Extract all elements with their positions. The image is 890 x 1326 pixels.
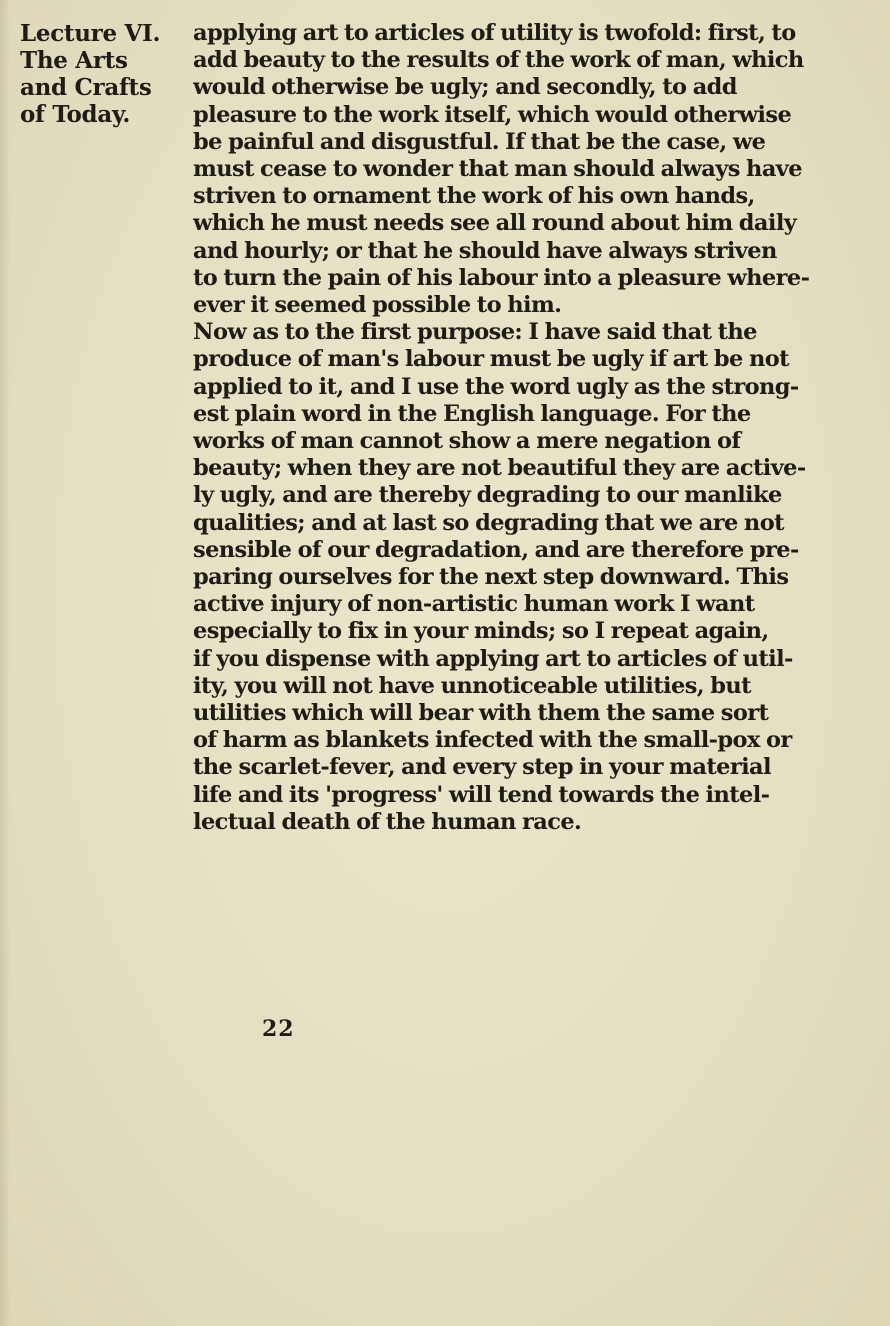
text-line: lectual death of the human race. — [193, 808, 582, 835]
text-line: qualities; and at last so degrading that we are not — [193, 509, 784, 536]
text-line: beauty; when they are not beautiful they are active- — [193, 455, 806, 482]
text-line: striven to ornament the work of his own hands, — [193, 183, 755, 210]
text-line: applied to it, and I use the word ugly as the strong- — [193, 373, 799, 400]
text-line: pleasure to the work itself, which would otherwise — [193, 101, 792, 128]
margin-sidenote — [20, 20, 188, 128]
text-line: Now as to the first purpose: I have said that the — [193, 319, 757, 346]
text-line: must cease to wonder that man should always have — [193, 156, 802, 183]
sidenote-line: Lecture VI. — [20, 20, 161, 47]
text-line: to turn the pain of his labour into a pleasure where- — [193, 264, 810, 291]
text-line: which he must needs see all round about him daily — [193, 210, 797, 237]
text-line: ly ugly, and are thereby degrading to our manlike — [193, 482, 782, 509]
text-line: utilities which will bear with them the same sort — [193, 700, 769, 727]
text-line: produce of man's labour must be ugly if art be not — [193, 346, 789, 373]
text-line: and hourly; or that he should have always striven — [193, 237, 777, 264]
text-line: active injury of non-artistic human work I want — [193, 591, 755, 618]
page-number: 22 — [262, 1016, 295, 1042]
text-line: est plain word in the English language. For the — [193, 400, 751, 427]
sidenote-line: The Arts — [20, 47, 128, 74]
text-line: works of man cannot show a mere negation of — [193, 428, 741, 455]
text-line: paring ourselves for the next step downward. This — [193, 564, 789, 591]
text-line: applying art to articles of utility is twofold: first, to — [193, 20, 796, 46]
text-line: ity, you will not have unnoticeable utilities, but — [193, 672, 751, 699]
text-line: add beauty to the results of the work of man, which — [193, 47, 804, 74]
text-line: sensible of our degradation, and are therefore pre- — [193, 536, 799, 563]
sidenote-line: of Today. — [20, 101, 131, 128]
text-line: especially to fix in your minds; so I repeat again, — [193, 618, 769, 645]
text-line: the scarlet-fever, and every step in your material — [193, 754, 771, 781]
sidenote-line: and Crafts — [20, 74, 152, 101]
text-line: life and its 'progress' will tend towards the intel- — [193, 781, 770, 808]
text-line: of harm as blankets infected with the small-pox or — [193, 727, 792, 754]
text-line: if you dispense with applying art to articles of util- — [193, 645, 793, 672]
text-line: ever it seemed possible to him. — [193, 292, 562, 319]
body-text — [193, 20, 853, 836]
gutter-shadow — [0, 0, 10, 1326]
text-line: be painful and disgustful. If that be the case, we — [193, 128, 766, 155]
text-line: would otherwise be ugly; and secondly, to add — [193, 74, 737, 101]
